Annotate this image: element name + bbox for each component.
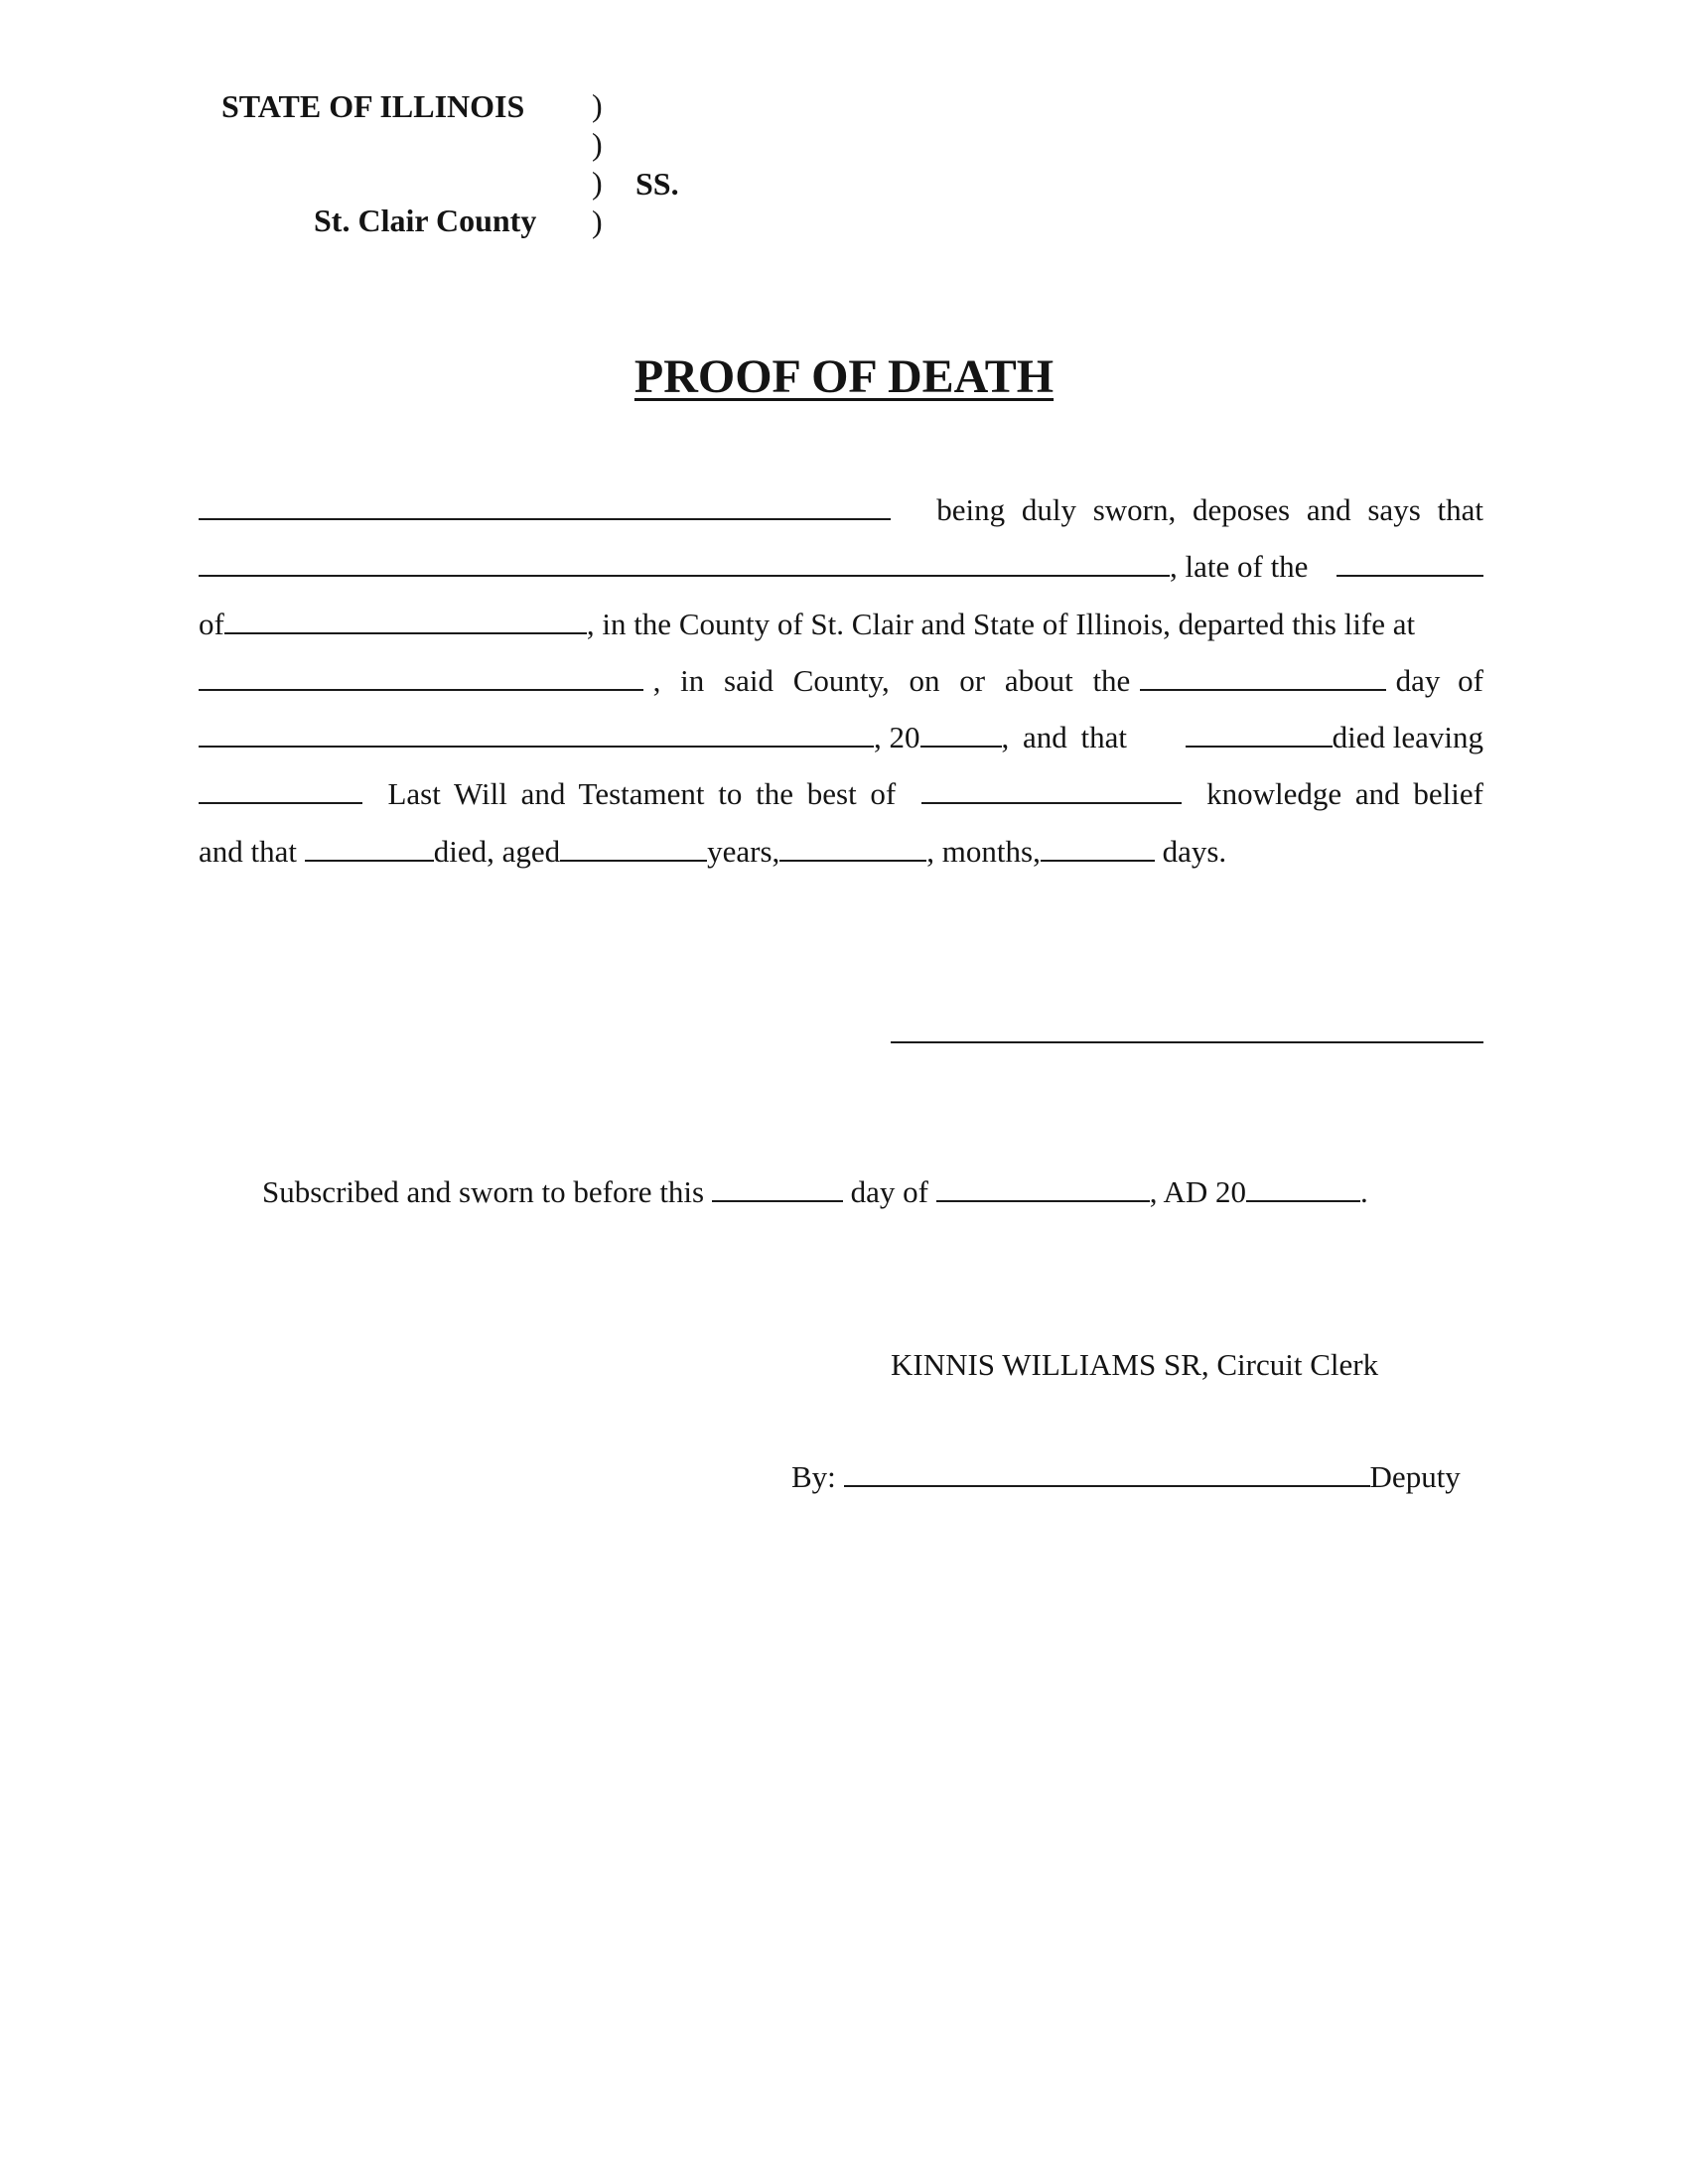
jurat-month-blank[interactable] (936, 1174, 1150, 1202)
age-months-blank[interactable] (779, 834, 926, 862)
body-line-2: , late of the (199, 549, 1483, 607)
affiant-signature-line[interactable] (891, 1041, 1483, 1043)
page-title: PROOF OF DEATH (633, 350, 1055, 403)
jurat-line: Subscribed and sworn to before this day of , AD 20 . (262, 1174, 1368, 1209)
decedent-name-blank[interactable] (199, 549, 1170, 577)
residence-type-blank[interactable] (1336, 549, 1483, 577)
death-year-blank[interactable] (920, 720, 1002, 748)
knowledge-of-blank[interactable] (921, 776, 1182, 804)
state-caption: STATE OF ILLINOIS (221, 88, 525, 124)
caption-paren: ) (592, 204, 603, 239)
body-line-1: being duly sworn, deposes and says that (199, 492, 1483, 550)
affiant-name-blank[interactable] (199, 492, 891, 520)
ss-caption: SS. (635, 166, 679, 202)
deputy-line: By: Deputy (791, 1459, 1461, 1494)
will-status-blank[interactable] (199, 776, 362, 804)
body-line-5: , 20 , and that died leaving (199, 720, 1483, 777)
body-line-6: Last Will and Testament to the best of knowledge and belief (199, 776, 1483, 834)
deputy-signature-blank[interactable] (844, 1459, 1370, 1487)
caption-paren: ) (592, 165, 603, 201)
age-years-blank[interactable] (560, 834, 707, 862)
body-line-4: , in said County, on or about the day of (199, 663, 1483, 721)
caption-paren: ) (592, 126, 603, 162)
circuit-clerk-name: KINNIS WILLIAMS SR, Circuit Clerk (891, 1347, 1379, 1382)
jurat-year-blank[interactable] (1246, 1174, 1360, 1202)
jurat-day-blank[interactable] (712, 1174, 843, 1202)
county-caption: St. Clair County (314, 203, 537, 238)
age-days-blank[interactable] (1041, 834, 1155, 862)
body-line-7: and that died, aged years, , months, days. (199, 834, 1227, 869)
decedent-pronoun-blank[interactable] (305, 834, 434, 862)
death-day-blank[interactable] (1140, 663, 1386, 691)
residence-place-blank[interactable] (224, 607, 587, 634)
death-month-blank[interactable] (199, 720, 874, 748)
pronoun-blank[interactable] (1186, 720, 1333, 748)
caption-paren: ) (592, 87, 603, 123)
body-line-3: of , in the County of St. Clair and State of Illinois, departed this life at (199, 607, 1416, 641)
death-place-blank[interactable] (199, 663, 643, 691)
